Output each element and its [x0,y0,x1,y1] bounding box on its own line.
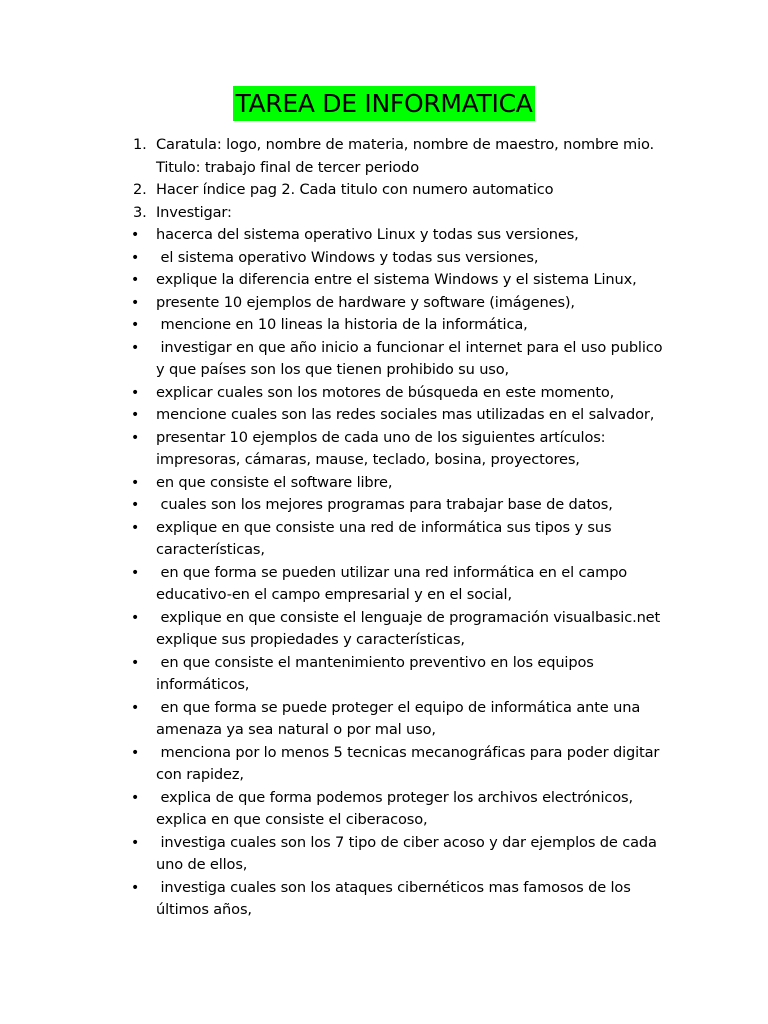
bullet-item [128,562,668,607]
bullet-text: cuales son los mejores programas para trabajar base de datos, [156,496,613,513]
bullet-icon: • [131,317,140,333]
item-text: Hacer índice pag 2. Cada titulo con numero automatico [156,181,554,198]
bullet-item [128,247,668,270]
bullet-text: mencione en 10 lineas la historia de la informática, [156,316,528,333]
document-title: TAREA DE INFORMATICA [233,86,534,121]
bullet-icon: • [131,744,140,761]
bullet-text: hacerca del sistema operativo Linux y todas sus versiones, [156,226,579,243]
bullet-text: investigar en que año inicio a funcionar el internet para el uso publico y que países son los que tienen prohibido su uso, [156,338,667,378]
item-text: Investigar: [156,203,232,221]
bullet-item [128,697,668,742]
bullet-item [128,314,668,337]
numbered-item [128,202,668,225]
bullet-text: menciona por lo menos 5 tecnicas mecanográficas para poder digitar con rapidez, [156,743,664,783]
bullet-text: presente 10 ejemplos de hardware y software (imágenes), [156,293,575,311]
bullet-icon: • [131,654,140,671]
bullet-icon: • [131,789,140,806]
bullet-item [128,224,668,247]
item-number: 2. [133,181,147,198]
bullet-item [128,292,668,315]
bullet-item [128,427,668,472]
bullet-icon: • [131,834,140,851]
bullet-text: explique en que consiste el lenguaje de programación visualbasic.net explique sus propiedades y características, [156,608,665,648]
bullet-icon: • [131,272,140,288]
bullet-text: mencione cuales son las redes sociales mas utilizadas en el salvador, [156,406,655,423]
bullet-text: en que consiste el software libre, [156,473,393,491]
bullet-text: investiga cuales son los 7 tipo de ciber acoso y dar ejemplos de cada uno de ellos, [156,833,662,873]
bullet-item [128,404,668,427]
bullet-item [128,787,668,832]
bullet-item [128,494,668,517]
bullet-icon: • [131,474,140,491]
bullet-text: explica de que forma podemos proteger los archivos electrónicos, explica en que consiste el ciberacoso, [156,788,638,828]
bullet-item [128,652,668,697]
bullet-text: investiga cuales son los ataques cibernéticos mas famosos de los últimos años, [156,878,636,918]
bullet-icon: • [131,339,140,356]
bullet-icon: • [131,609,140,626]
title-container [0,86,768,121]
bullet-icon: • [131,519,140,536]
bullet-text: explicar cuales son los motores de búsqueda en este momento, [156,383,615,401]
bullet-icon: • [131,497,140,513]
task-list [128,134,668,922]
bullet-text: explique la diferencia entre el sistema Windows y el sistema Linux, [156,271,637,288]
item-text: Caratula: logo, nombre de materia, nombre de maestro, nombre mio. Titulo: trabajo final de tercer periodo [156,136,659,176]
bullet-item [128,877,668,922]
bullet-item [128,337,668,382]
bullet-icon: • [131,564,140,581]
bullet-icon: • [131,699,140,716]
bullet-icon: • [131,384,140,401]
bullet-item [128,269,668,292]
bullet-item [128,607,668,652]
numbered-item [128,179,668,202]
bullet-icon: • [131,227,140,243]
bullet-item [128,832,668,877]
bullet-item [128,472,668,495]
bullet-text: en que forma se pueden utilizar una red informática en el campo educativo-en el campo empresarial y en el social, [156,563,632,603]
bullet-text: explique en que consiste una red de informática sus tipos y sus características, [156,518,616,558]
bullet-text: presentar 10 ejemplos de cada uno de los siguientes artículos: impresoras, cámaras, mause, teclado, bosina, proyectores, [156,428,610,468]
bullet-icon: • [131,429,140,446]
item-number: 1. [133,136,147,153]
bullet-icon: • [131,249,140,266]
bullet-item [128,382,668,405]
bullet-text: el sistema operativo Windows y todas sus versiones, [156,248,539,266]
bullet-item [128,517,668,562]
bullet-text: en que forma se puede proteger el equipo de informática ante una amenaza ya sea natural o por mal uso, [156,698,645,738]
bullet-icon: • [131,407,140,423]
bullet-item [128,742,668,787]
bullet-text: en que consiste el mantenimiento preventivo en los equipos informáticos, [156,653,599,693]
bullet-icon: • [131,294,140,311]
numbered-item [128,134,668,179]
item-number: 3. [133,203,147,221]
bullet-icon: • [131,879,140,896]
